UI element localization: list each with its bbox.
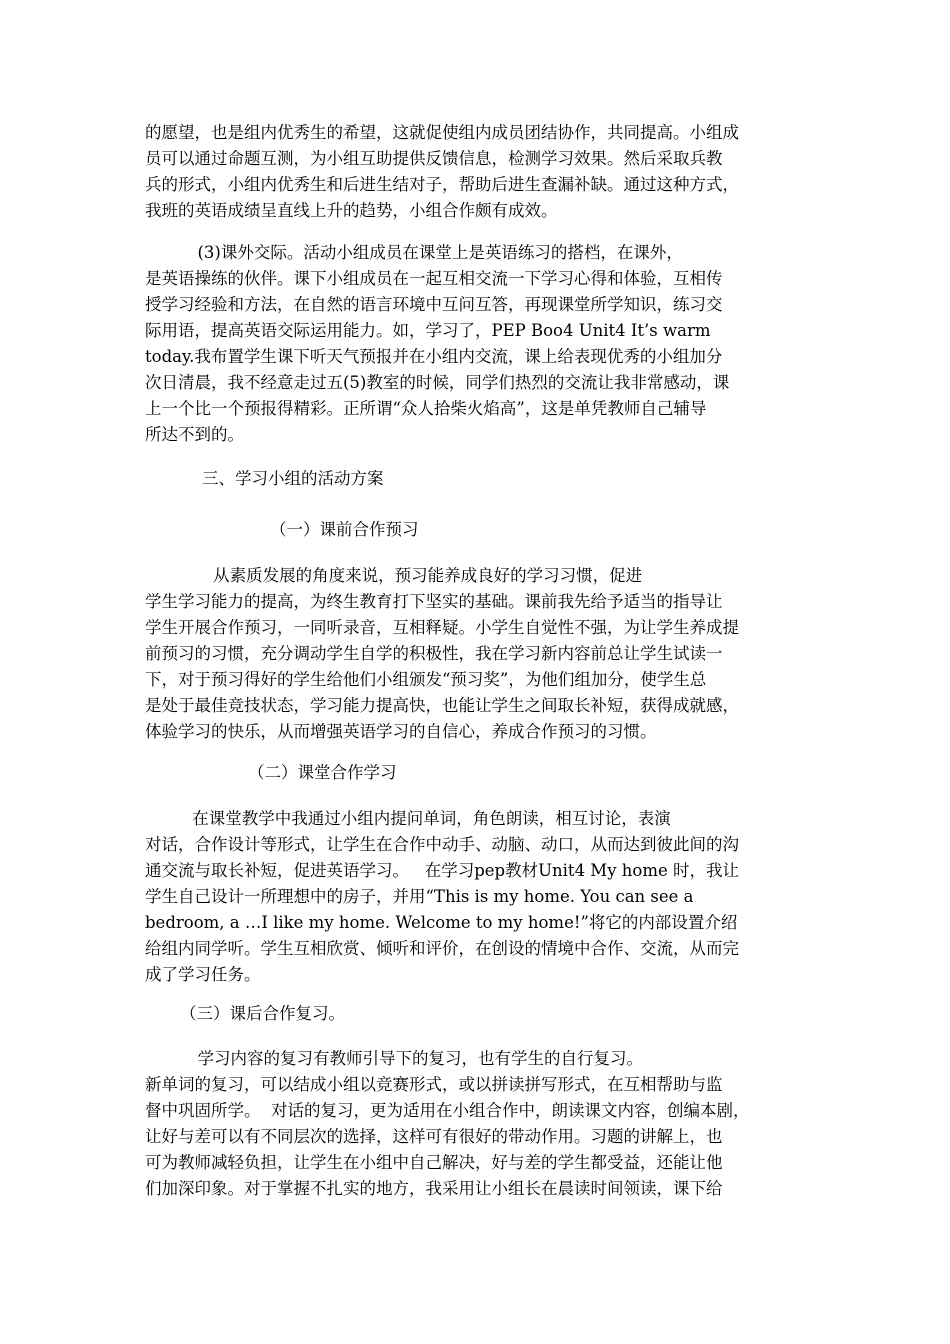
text-line: 从素质发展的角度来说，预习能养成良好的学习习惯，促进 [145,566,643,585]
paragraph-1 [145,120,825,224]
text-line: 是英语操练的伙伴。课下小组成员在一起互相交流一下学习心得和体验，互相传 [145,269,723,288]
text-line: 可为教师减轻负担，让学生在小组中自己解决，好与差的学生都受益，还能让他 [145,1153,723,1172]
text-line: 员可以通过命题互测，为小组互助提供反馈信息，检测学习效果。然后采取兵教 [145,149,723,168]
text-line: 兵的形式，小组内优秀生和后进生结对子，帮助后进生查漏补缺。通过这种方式， [145,175,739,194]
text-line: 成了学习任务。 [145,965,261,984]
section-heading: 三、学习小组的活动方案 [202,469,384,488]
text-line: (3)课外交际。活动小组成员在课堂上是英语练习的搭档，在课外， [145,243,683,262]
text-line: 体验学习的快乐，从而增强英语学习的自信心，养成合作预习的习惯。 [145,722,657,741]
text-line: 们加深印象。对于掌握不扎实的地方，我采用让小组长在晨读时间领读，课下给 [145,1179,723,1198]
text-line: 次日清晨，我不经意走过五(5)教室的时候，同学们热烈的交流让我非常感动，课 [145,373,730,392]
text-line: bedroom, a …I like my home. Welcome to my home!”将它的内部设置介绍 [145,913,738,932]
text-line: 学生开展合作预习，一同听录音，互相释疑。小学生自觉性不强，为让学生养成提 [145,618,739,637]
paragraph-3 [145,563,825,745]
subsection-heading-1: （一）课前合作预习 [270,520,419,539]
text-line: 学习内容的复习有教师引导下的复习，也有学生的自行复习。 [145,1049,643,1068]
text-line: 的愿望，也是组内优秀生的希望，这就促使组内成员团结协作，共同提高。小组成 [145,123,739,142]
text-line: 上一个比一个预报得精彩。正所谓“众人拾柴火焰高”，这是单凭教师自己辅导 [145,399,707,418]
text-line: 学生自己设计一所理想中的房子，并用“This is my home. You can see a [145,887,694,906]
paragraph-2 [145,240,825,448]
text-line: 前预习的习惯，充分调动学生自学的积极性，我在学习新内容前总让学生试读一 [145,644,723,663]
text-line: 让好与差可以有不同层次的选择，这样可有很好的带动作用。习题的讲解上，也 [145,1127,723,1146]
paragraph-5 [145,1046,825,1202]
text-line: 新单词的复习，可以结成小组以竞赛形式，或以拼读拼写形式，在互相帮助与监 [145,1075,723,1094]
text-line: today.我布置学生课下听天气预报并在小组内交流，课上给表现优秀的小组加分 [145,347,723,366]
text-line: 对话，合作设计等形式，让学生在合作中动手、动脑、动口，从而达到彼此间的沟 [145,835,739,854]
text-line: 授学习经验和方法，在自然的语言环境中互问互答，再现课堂所学知识，练习交 [145,295,723,314]
text-line: 学生学习能力的提高，为终生教育打下坚实的基础。课前我先给予适当的指导让 [145,592,723,611]
paragraph-4 [145,806,825,988]
text-line: 下，对于预习得好的学生给他们小组颁发“预习奖”，为他们组加分，使学生总 [145,670,707,689]
text-line: 所达不到的。 [145,425,244,444]
subsection-heading-2: （二）课堂合作学习 [248,763,397,782]
text-line: 给组内同学听。学生互相欣赏、倾听和评价，在创设的情境中合作、交流，从而完 [145,939,739,958]
text-line: 督中巩固所学。 对话的复习，更为适用在小组合作中，朗读课文内容，创编本剧， [145,1101,750,1120]
text-line: 是处于最佳竞技状态，学习能力提高快，也能让学生之间取长补短，获得成就感， [145,696,739,715]
text-line: 我班的英语成绩呈直线上升的趋势，小组合作颇有成效。 [145,201,558,220]
subsection-heading-3: （三）课后合作复习。 [180,1004,345,1023]
text-line: 在课堂教学中我通过小组内提问单词，角色朗读，相互讨论，表演 [145,809,671,828]
text-line: 际用语，提高英语交际运用能力。如，学习了，PEP Boo4 Unit4 It’s warm [145,321,711,340]
text-line: 通交流与取长补短，促进英语学习。 在学习pep教材Unit4 My home 时，我让 [145,861,739,880]
